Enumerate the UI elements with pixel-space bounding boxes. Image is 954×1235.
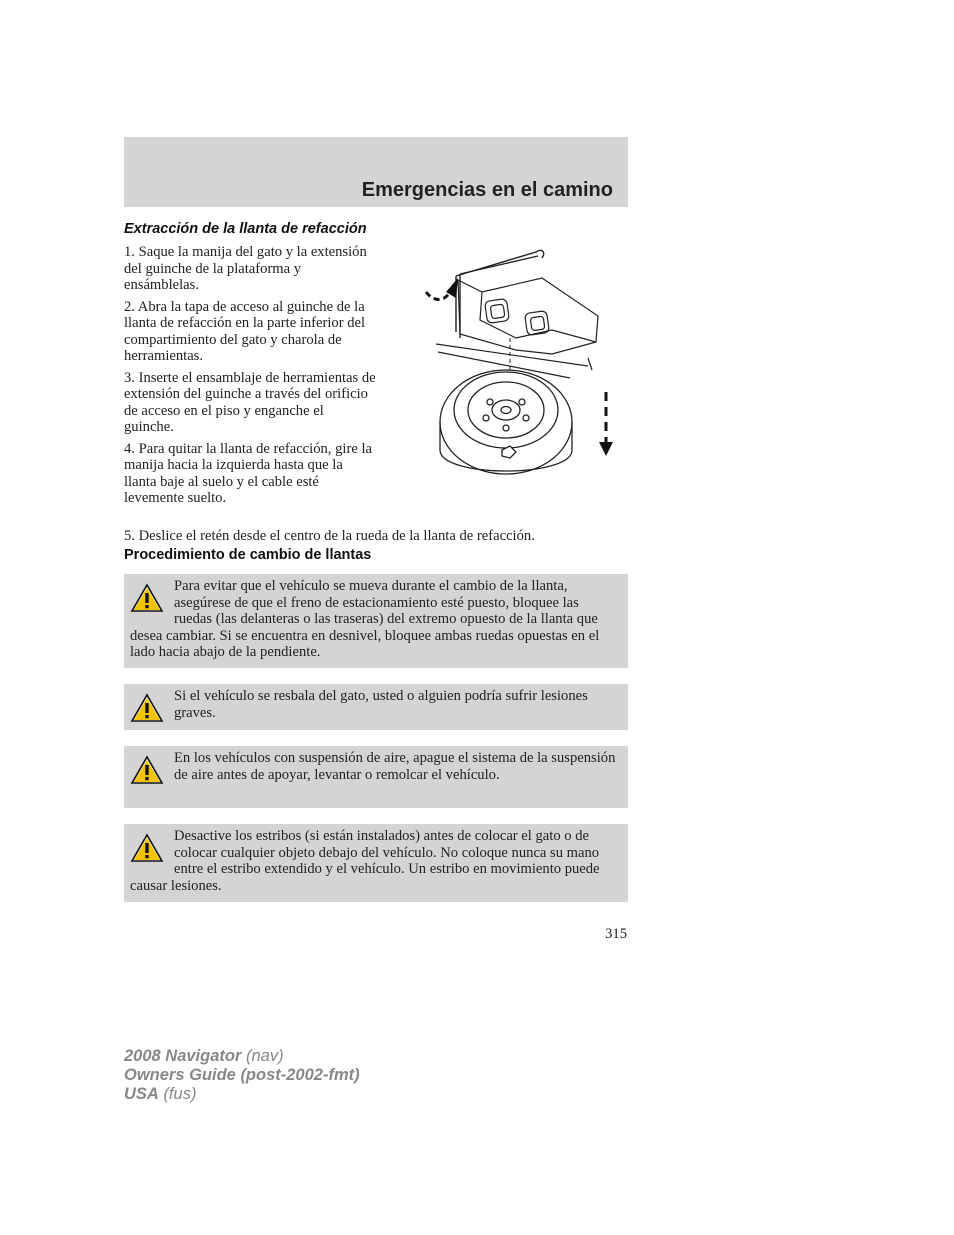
header-band: [124, 137, 628, 207]
section-title-spare-tire-removal: Extracción de la llanta de refacción: [124, 221, 367, 237]
step-1: 1. Saque la manija del gato y la extensión del guinche de la plataforma y ensámblelas.: [124, 244, 367, 293]
step-3: 3. Inserte el ensamblaje de herramientas de extensión del guinche a través del orificio de acceso en el piso y enganche el guinche.: [124, 369, 376, 435]
section-title-tire-change-procedure: Procedimiento de cambio de llantas: [124, 547, 372, 563]
warning-text-4: Desactive los estribos (si están instalados) antes de colocar el gato o de colocar cualquier objeto debajo del vehículo. No coloque nunca su mano entre el estribo extendido y el vehículo. Un estribo en movimiento puede causar lesiones.: [130, 828, 600, 894]
warning-text-3: En los vehículos con suspensión de aire, apague el sistema de la suspensión de aire antes de apoyar, levantar o remolcar el vehículo.: [174, 750, 616, 783]
warning-box-4: [124, 824, 628, 902]
footer-guide: Owners Guide (post-2002-fmt): [124, 1066, 360, 1084]
warning-box-3: [124, 746, 628, 808]
warning-triangle-icon: [130, 833, 164, 863]
step-2: 2. Abra la tapa de acceso al guinche de la llanta de refacción en la parte inferior del compartimiento del gato y charola de herramientas.: [124, 298, 366, 364]
warning-box-1: [124, 574, 628, 668]
warning-triangle-icon: [130, 583, 164, 613]
step-4: 4. Para quitar la llanta de refacción, gire la manija hacia la izquierda hasta que la llanta baje al suelo y el cable esté levemente suelto.: [124, 440, 372, 506]
removal-steps: [124, 244, 376, 512]
rotation-arrow: [426, 292, 450, 300]
spare-tire: [440, 370, 572, 474]
document-footer: [124, 1047, 360, 1104]
spare-tire-winch-illustration: [420, 242, 616, 488]
footer-market: USA: [124, 1085, 159, 1103]
warning-text-1: Para evitar que el vehículo se mueva durante el cambio de la llanta, asegúrese de que el freno de estacionamiento esté puesto, bloquee las ruedas (las delanteras o las traseras) del extremo opuesto de la llanta que desea cambiar. Si se encuentra en desnivel, bloquee ambas ruedas opuestas en el lado hacia abajo de la pendiente.: [130, 578, 600, 660]
down-arrow: [599, 392, 613, 456]
page-number: 315: [605, 926, 627, 942]
warning-box-2: [124, 684, 628, 730]
warning-text-2: Si el vehículo se resbala del gato, usted o alguien podría sufrir lesiones graves.: [174, 688, 588, 721]
warning-triangle-icon: [130, 755, 164, 785]
footer-model: 2008 Navigator: [124, 1047, 242, 1065]
footer-model-code: (nav): [246, 1047, 284, 1065]
page-title: Emergencias en el camino: [361, 179, 613, 201]
warning-triangle-icon: [130, 693, 164, 723]
step-5: 5. Deslice el retén desde el centro de la rueda de la llanta de refacción.: [124, 528, 535, 544]
footer-market-code: (fus): [163, 1085, 197, 1103]
